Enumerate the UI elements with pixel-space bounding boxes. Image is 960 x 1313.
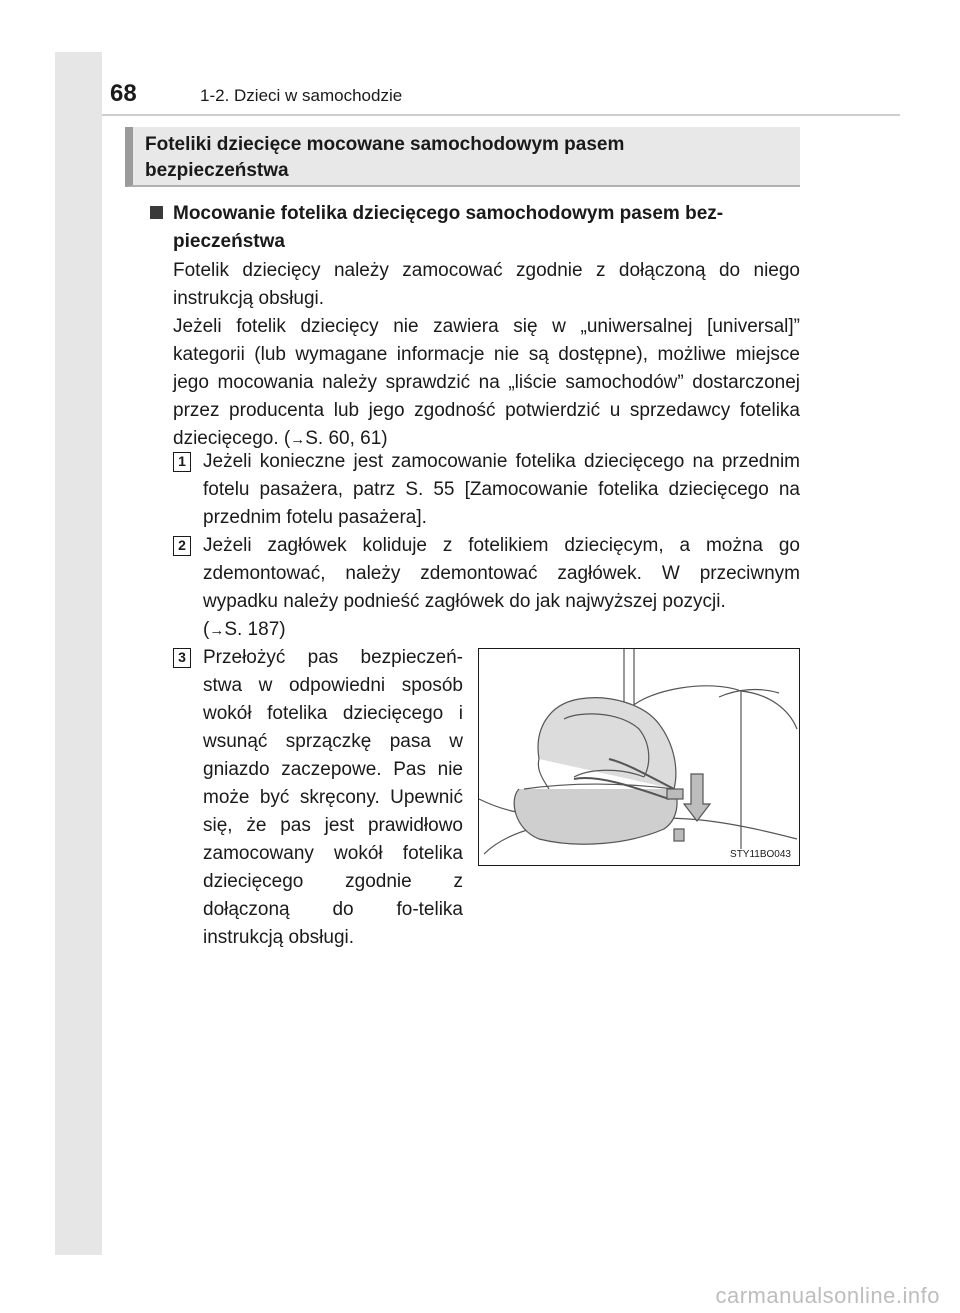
section-heading-box	[125, 127, 800, 187]
header-divider	[102, 114, 900, 116]
paragraph-2-ref[interactable]: S. 60, 61)	[305, 428, 388, 449]
step-number-2: 2	[173, 536, 191, 556]
page-number: 68	[110, 80, 137, 107]
paragraph-2	[173, 313, 800, 454]
page-side-bar	[55, 52, 102, 1255]
step-text-2	[203, 532, 800, 645]
step-2-ref-open: (	[203, 619, 210, 640]
paragraph-1: Fotelik dziecięcy należy zamocować zgodnie z dołączoną do niego instrukcją obsługi.	[173, 260, 800, 309]
step-text-3: Przełożyć pas bezpieczeń-stwa w odpowiedni sposób wokół fotelika dziecięcego i wsunąć sprzączkę pasa w gniazdo zaczepowe. Pas nie może być skręcony. Upewnić się, że pas jest prawidłowo zamocowany wokół fotelika dziecięcego zgodnie z dołączoną do fo-telika instrukcją obsługi.	[203, 647, 463, 948]
step-number-1: 1	[173, 452, 191, 472]
section-title-line2: bezpieczeństwa	[145, 160, 289, 181]
arrow-right-icon: →	[290, 431, 306, 448]
section-title-line1: Foteliki dziecięce mocowane samochodowym pasem	[145, 134, 625, 155]
watermark: carmanualsonline.info	[715, 1283, 940, 1308]
step-2-ref[interactable]: S. 187)	[224, 619, 286, 640]
chapter-title: 1-2. Dzieci w samochodzie	[200, 86, 403, 105]
arrow-right-icon: →	[209, 622, 225, 639]
step-text-1: Jeżeli konieczne jest zamocowanie fotelika dziecięcego na przednim fotelu pasażera, patrz S. 55 [Zamocowanie fotelika dziecięcego na przednim fotelu pasażera].	[203, 451, 800, 528]
subheading-line1: Mocowanie fotelika dziecięcego samochodowym pasem bez-	[173, 203, 724, 224]
child-seat-illustration	[478, 648, 800, 866]
square-bullet-icon	[150, 206, 163, 219]
step-number-3: 3	[173, 648, 191, 668]
subheading	[150, 200, 800, 256]
figure-code: STY11BO043	[730, 849, 791, 860]
child-seat-drawing	[479, 649, 799, 865]
subheading-line2: pieczeństwa	[173, 231, 285, 252]
paragraph-2-text: Jeżeli fotelik dziecięcy nie zawiera się w „uniwersalnej [universal]” kategorii (lub wymagane informacje nie są dostępne), możliwe miejsce jego mocowania należy sprawdzić na „liście samochodów” dostarczonej przez producenta lub jego zgodność potwierdzić u sprzedawcy fotelika dziecięcego. (	[173, 316, 800, 449]
step-text-2-body: Jeżeli zagłówek koliduje z fotelikiem dziecięcym, a można go zdemontować, należy zdemontować zagłówek. W przeciwnym wypadku należy podnieść zagłówek do jak najwyższej pozycji.	[203, 535, 800, 612]
